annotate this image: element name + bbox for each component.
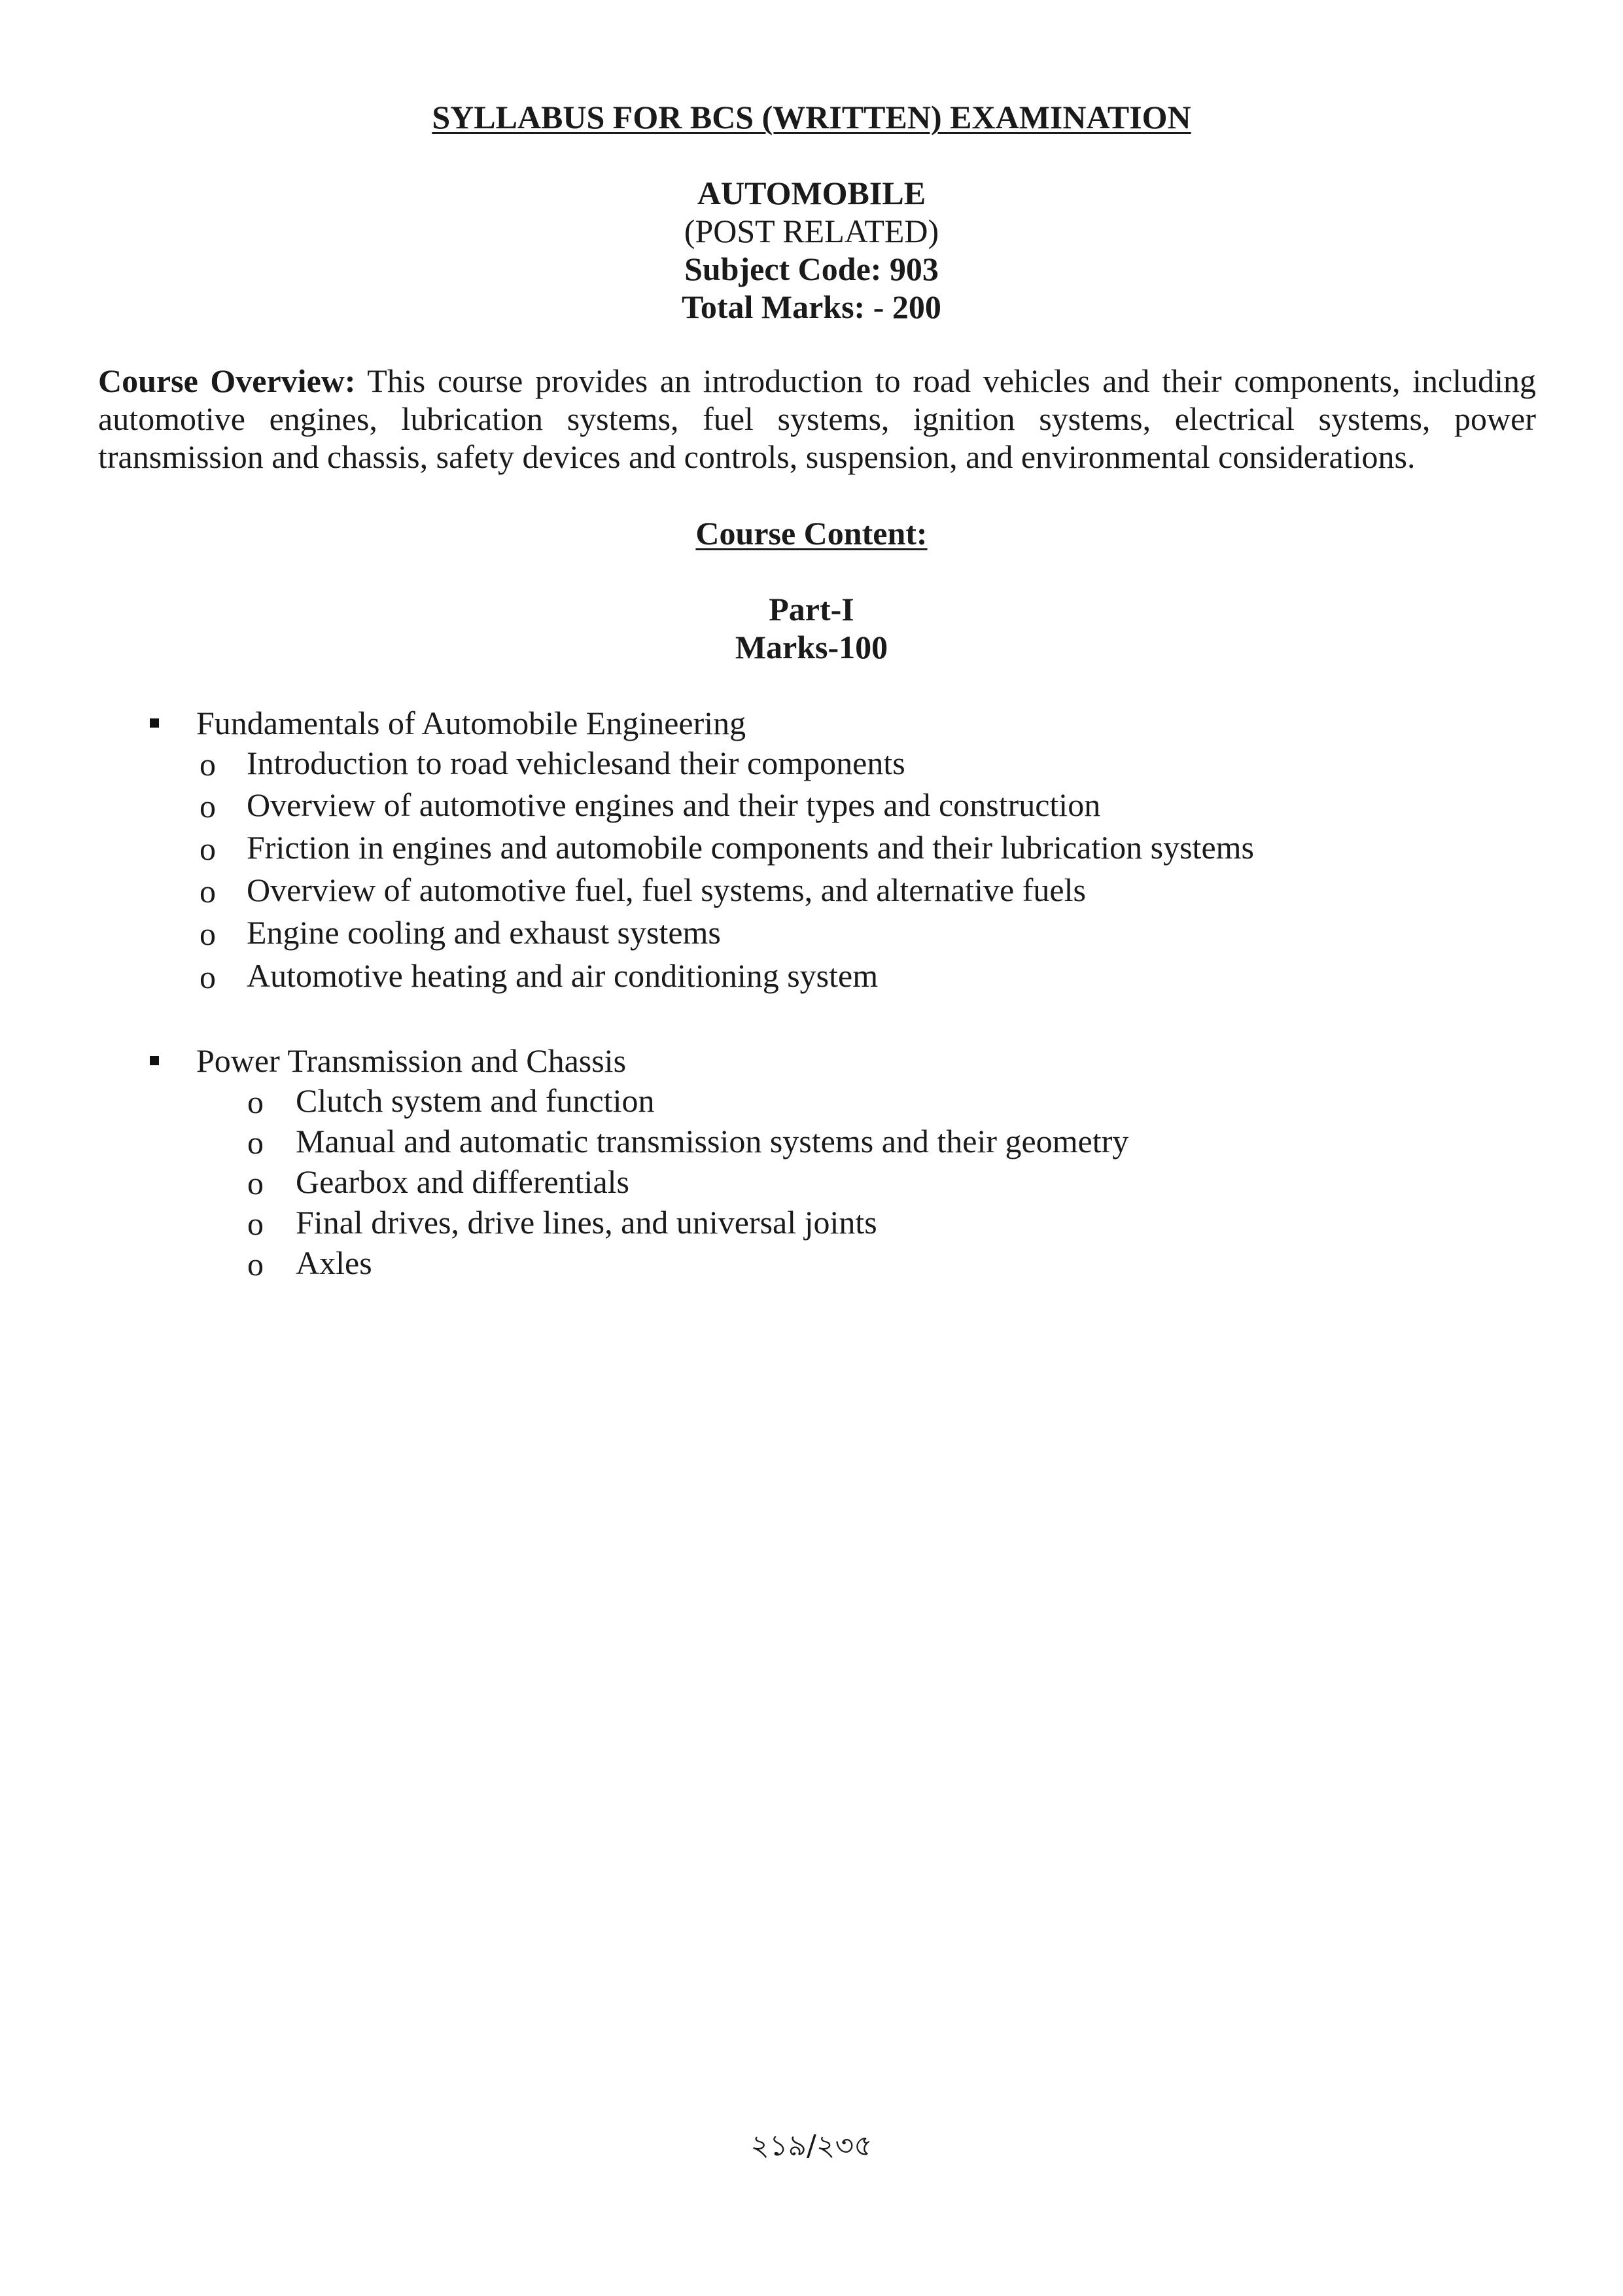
subject-code: Subject Code: 903 — [684, 251, 939, 287]
document-title-line — [0, 98, 1623, 136]
subject-name: AUTOMOBILE — [697, 175, 926, 211]
list-item: Overview of automotive fuel, fuel systems, and alternative fuels — [247, 872, 1086, 908]
list-item: Introduction to road vehiclesand their components — [247, 745, 905, 781]
circle-bullet-icon: o — [247, 1165, 264, 1201]
course-content-heading-line — [0, 514, 1623, 552]
list-item: Gearbox and differentials — [296, 1163, 629, 1200]
circle-bullet-icon: o — [247, 1205, 264, 1242]
circle-bullet-icon: o — [200, 746, 216, 783]
circle-bullet-icon: o — [247, 1084, 264, 1120]
course-overview-text: This course provides an introduction to road vehicles and their components, including automotive engines, lubrication systems, fuel systems, ignition systems, electrical systems, power transmission and chassis, safety devices and controls, suspension, and environmental considerations. — [98, 362, 1536, 475]
list-item: Final drives, drive lines, and universal joints — [296, 1204, 877, 1241]
part-label: Part-I — [769, 591, 854, 627]
course-overview — [98, 362, 1536, 476]
document-title: SYLLABUS FOR BCS (WRITTEN) EXAMINATION — [432, 99, 1191, 135]
square-bullet-icon — [150, 1056, 159, 1065]
list-item: Automotive heating and air conditioning system — [247, 957, 879, 994]
section-title: Fundamentals of Automobile Engineering — [196, 705, 746, 741]
square-bullet-icon — [150, 718, 159, 728]
course-content-heading: Course Content: — [695, 515, 928, 552]
section-title: Power Transmission and Chassis — [196, 1042, 627, 1079]
list-item: Clutch system and function — [296, 1082, 655, 1119]
circle-bullet-icon: o — [247, 1124, 264, 1161]
circle-bullet-icon: o — [200, 959, 216, 995]
circle-bullet-icon: o — [200, 788, 216, 824]
total-marks: Total Marks: - 200 — [682, 289, 941, 325]
list-item: Engine cooling and exhaust systems — [247, 914, 721, 951]
list-item: Manual and automatic transmission systems and their geometry — [296, 1123, 1129, 1159]
page-number: ২১৯/২৩৫ — [750, 2129, 873, 2163]
circle-bullet-icon: o — [200, 830, 216, 867]
list-item: Overview of automotive engines and their types and construction — [247, 786, 1101, 823]
circle-bullet-icon: o — [200, 873, 216, 910]
post-type: (POST RELATED) — [684, 213, 939, 249]
list-item: Axles — [296, 1245, 372, 1281]
circle-bullet-icon: o — [247, 1246, 264, 1282]
part-marks: Marks-100 — [735, 629, 888, 665]
list-item: Friction in engines and automobile components and their lubrication systems — [247, 829, 1254, 866]
course-overview-label: Course Overview: — [98, 362, 356, 399]
circle-bullet-icon: o — [200, 915, 216, 952]
